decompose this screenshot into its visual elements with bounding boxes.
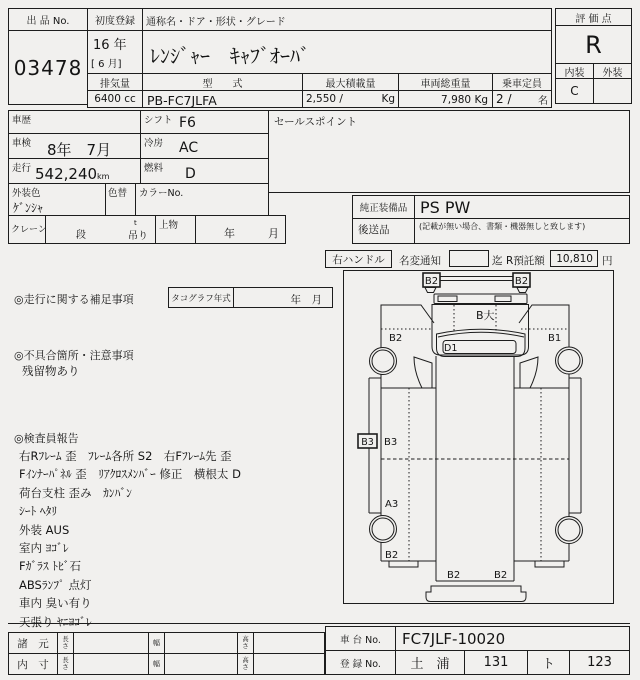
reg-class: 131 <box>464 650 528 675</box>
name-value-cell <box>142 30 552 74</box>
dims-length-label: 長さ <box>62 635 69 650</box>
dims-length-value <box>73 632 149 654</box>
ext-color-cell <box>8 183 106 216</box>
ac-label: 冷房 <box>144 138 164 149</box>
dims-row-label <box>8 632 58 654</box>
exterior-grade <box>593 78 632 104</box>
diagram-label-rear-left: B2 <box>385 550 399 561</box>
inspector-report-line: 室内 ﾖｺﾞﾚ <box>19 541 69 556</box>
crane-detail-cell <box>45 215 156 244</box>
capacity-header <box>492 73 552 91</box>
crane-ton-label: t <box>134 219 137 227</box>
crane-label: クレーン <box>11 225 47 235</box>
shift-label: シフト <box>144 115 173 126</box>
tacho-value: 年 月 <box>290 294 322 306</box>
diagram-label-mirror-left: B2 <box>424 276 439 287</box>
oem-label-cell <box>352 195 415 219</box>
inner-width-value <box>164 653 238 675</box>
dims-width-label: 幅 <box>153 639 160 647</box>
vehicle-diagram-box <box>343 270 614 604</box>
inner-length-value <box>73 653 149 675</box>
inspection-label: 車検 <box>12 138 32 149</box>
oem-value: PS PW <box>420 198 471 217</box>
dims-height-header <box>237 632 254 654</box>
dims-length-header <box>57 632 74 654</box>
ext-color-label: 外装色 <box>12 188 41 199</box>
crane-stage-label: 段 <box>76 230 86 241</box>
interior-grade: C <box>555 78 594 104</box>
dims-label: 諸 元 <box>17 637 49 650</box>
sales-point-label: セールスポイント <box>274 116 358 128</box>
inspector-report-line: 右Rﾌﾚｰﾑ 歪 ﾌﾚｰﾑ各所 S2 右Fﾌﾚｰﾑ先 歪 <box>19 449 232 463</box>
model-value: PB-FC7JLFA <box>147 93 217 108</box>
dims-width-value <box>164 632 238 654</box>
inner-label: 内 寸 <box>17 658 49 671</box>
capacity-value-cell <box>492 90 552 108</box>
chassis-value-cell <box>395 626 630 651</box>
first-reg-value <box>87 30 143 74</box>
gvw-value-cell <box>398 90 493 108</box>
handle-box <box>325 250 392 268</box>
yen-label: 円 <box>602 255 613 267</box>
crane-lift-label: 吊り <box>128 231 148 242</box>
ext-color-value: ｹﾞﾝｼｬ <box>13 201 44 215</box>
dims-height-label: 高さ <box>242 635 249 650</box>
oem-value-cell <box>414 195 630 219</box>
diagram-label-cab: B大 <box>476 309 495 322</box>
lot-no-header <box>8 8 88 31</box>
inspector-title: ◎検査員報告 <box>14 432 79 445</box>
grade-header <box>555 8 632 26</box>
name-change-box <box>449 250 489 267</box>
fuel-label: 燃料 <box>144 163 164 174</box>
tacho-label-box <box>168 287 234 308</box>
defect-title: ◎不具合箇所・注意事項 <box>14 349 134 362</box>
inner-height-label: 高さ <box>242 656 249 671</box>
inspector-report-line: 外装 AUS <box>19 522 70 537</box>
mileage-value: 542,240 <box>35 165 98 183</box>
reg-area: 土 浦 <box>395 650 465 675</box>
vehicle-diagram <box>344 271 613 603</box>
diagram-label-rear-center-right: B2 <box>494 570 508 581</box>
gvw-value: 7,980 Kg <box>441 93 488 106</box>
inner-row-label <box>8 653 58 675</box>
history-cell <box>8 110 141 134</box>
dims-width-header <box>148 632 165 654</box>
until-label: 迄 <box>492 255 503 267</box>
mileage-label: 走行 <box>12 163 32 174</box>
color-no-cell <box>135 183 269 216</box>
history-label: 車歴 <box>12 115 32 126</box>
exterior-label: 外装 <box>602 67 623 79</box>
reg-header <box>325 650 396 675</box>
recolor-cell <box>105 183 136 216</box>
name-label: 通称名・ドア・形状・グレード <box>146 17 286 28</box>
capacity-label: 乗車定員 <box>502 78 542 90</box>
chassis-label: 車 台 No. <box>340 634 381 646</box>
reg-number: 123 <box>569 650 630 675</box>
diagram-label-side-boxed: B3 <box>361 437 374 448</box>
exterior-header <box>593 63 632 79</box>
name-change-label: 名変通知 <box>399 255 441 267</box>
diagram-label-mirror-right: B2 <box>514 276 529 287</box>
payload-value: 2,550 / <box>306 93 343 105</box>
inspection-value: 8年 7月 <box>47 141 112 159</box>
chassis-header <box>325 626 396 651</box>
model-label: 型 式 <box>202 78 243 90</box>
defect-line: 残留物あり <box>22 364 80 378</box>
shift-value: F6 <box>179 115 196 131</box>
inspector-report-line: 荷台支柱 歪み ｶﾝﾊﾞﾝ <box>19 485 132 500</box>
color-no-label: カラーNo. <box>139 188 184 199</box>
payload-value-cell <box>302 90 399 108</box>
first-reg-label: 初度登録 <box>95 16 135 27</box>
gvw-label: 車両総重量 <box>420 78 471 90</box>
interior-header <box>555 63 594 79</box>
inner-width-label: 幅 <box>153 660 160 668</box>
capacity-unit: 名 <box>538 95 548 107</box>
inspector-report-line: Fｲﾝﾅｰﾊﾟﾈﾙ 歪 ﾘｱｸﾛｽﾒﾝﾊﾞｰ 修正 横根太 D <box>19 467 241 482</box>
inspector-report-line: ｼｰﾄ ﾍﾀﾘ <box>19 504 58 519</box>
reg-label: 登 録 No. <box>340 658 381 670</box>
chassis-value: FC7JLF-10020 <box>402 630 506 648</box>
first-reg-header <box>87 8 143 31</box>
sales-point-box <box>268 110 630 193</box>
body-year-cell <box>195 215 286 244</box>
inner-length-header <box>57 653 74 675</box>
diagram-label-front-right: B1 <box>548 333 562 344</box>
later-label-cell <box>352 218 415 244</box>
footer-divider <box>8 623 630 624</box>
later-note: (記載が無い場合、書類・機器無しと致します) <box>419 222 586 231</box>
inspection-cell <box>8 133 141 159</box>
inner-height-header <box>237 653 254 675</box>
payload-unit: Kg <box>381 93 395 105</box>
inner-height-value <box>253 653 325 675</box>
grade-label: 評 価 点 <box>575 13 612 25</box>
capacity-value: 2 / <box>496 92 512 106</box>
inspector-report-line: 天張り ﾔﾆﾖｺﾞﾚ <box>19 614 92 629</box>
name-header <box>142 8 552 31</box>
diagram-label-rear-center-left: B2 <box>447 570 461 581</box>
tacho-label: タコグラフ年式 <box>171 293 231 304</box>
fuel-cell <box>140 158 269 184</box>
grade-value: R <box>555 25 632 64</box>
lot-no-value: 03478 <box>8 30 88 105</box>
diagram-label-side-lower: A3 <box>385 499 399 510</box>
dims-height-value <box>253 632 325 654</box>
inspector-report-line: 車内 臭い有り <box>19 596 92 611</box>
later-note-cell <box>414 218 630 244</box>
gvw-header <box>398 73 493 91</box>
interior-label: 内装 <box>564 67 585 79</box>
inspector-report <box>19 447 329 631</box>
displacement-label: 排気量 <box>100 78 130 90</box>
mileage-cell <box>8 158 141 184</box>
first-reg-year: 16 年 <box>93 38 127 53</box>
diagram-label-front-left: B2 <box>389 333 403 344</box>
inspector-report-line: Fｶﾞﾗｽ ﾄﾋﾞ石 <box>19 559 82 574</box>
ac-cell <box>140 133 269 159</box>
deposit-label: R預託額 <box>506 255 545 267</box>
mileage-unit: km <box>97 172 110 181</box>
oem-label: 純正装備品 <box>359 203 408 214</box>
tacho-value-box <box>233 287 333 308</box>
recolor-label: 色替 <box>108 188 128 199</box>
body-label: 上物 <box>159 220 179 231</box>
mileage-note-title: ◎走行に関する補足事項 <box>14 293 134 306</box>
model-header <box>142 73 303 91</box>
inner-width-header <box>148 653 165 675</box>
fuel-value: D <box>185 166 196 182</box>
body-cell <box>155 215 196 244</box>
mileage-value-wrap <box>35 165 109 183</box>
displacement-header <box>87 73 143 91</box>
payload-header <box>302 73 399 91</box>
handle-label: 右ハンドル <box>332 253 385 266</box>
crane-cell <box>8 215 46 244</box>
later-label: 後送品 <box>358 224 390 236</box>
vehicle-name: ﾚﾝｼﾞｬｰ ｷｬﾌﾞｵｰﾊﾞ <box>150 44 310 68</box>
deposit-box <box>550 250 598 267</box>
ac-value: AC <box>179 140 199 156</box>
payload-label: 最大積載量 <box>325 78 376 90</box>
reg-kana: ト <box>527 650 570 675</box>
first-reg-month: [ 6 月] <box>91 59 122 70</box>
shift-cell <box>140 110 269 134</box>
deposit-value: 10,810 <box>556 253 593 265</box>
diagram-label-windshield: D1 <box>444 343 458 354</box>
model-value-cell <box>142 90 303 108</box>
diagram-label-side-left: B3 <box>384 437 398 448</box>
lot-no-label: 出 品 No. <box>26 16 70 27</box>
displacement-value: 6400 cc <box>87 90 143 108</box>
body-year-month: 年 月 <box>224 227 279 240</box>
inspector-report-line: ABSﾗﾝﾌﾟ 点灯 <box>19 577 92 592</box>
inner-length-label: 長さ <box>62 656 69 671</box>
